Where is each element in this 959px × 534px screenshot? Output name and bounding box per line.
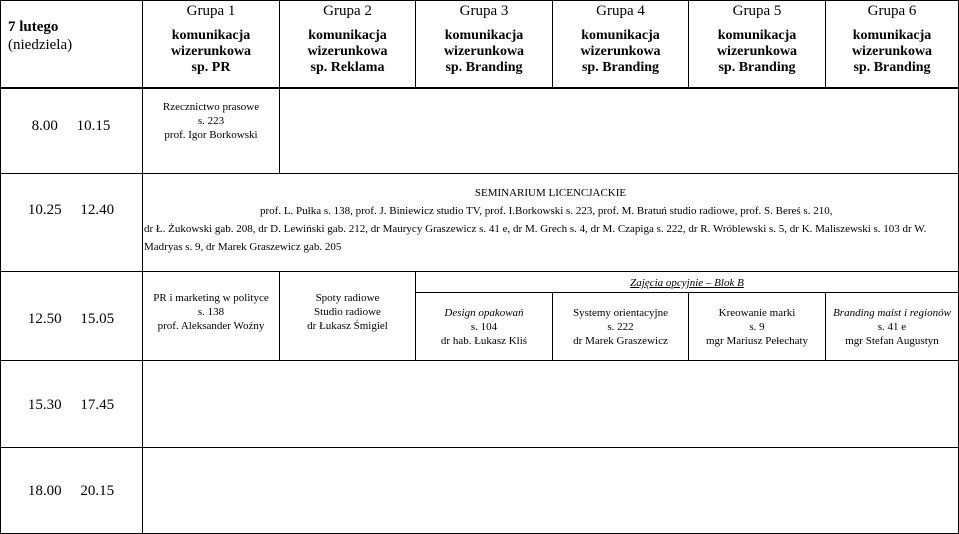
class-cell [689, 306, 825, 348]
col-line [0, 0, 1, 534]
group-name: Grupa 3 [459, 3, 509, 19]
time-slot: 8.00 10.15 [31, 118, 111, 134]
time-slot: 18.00 20.15 [27, 483, 115, 499]
class-title: Spoty radiowe [315, 292, 380, 304]
group-line: wizerunkowa [580, 44, 661, 59]
group-name: Grupa 2 [323, 3, 372, 19]
day-title: 7 lutego [8, 19, 59, 35]
row-line [0, 447, 959, 448]
group-name: Grupa 5 [732, 3, 782, 19]
class-cell [143, 100, 279, 142]
group-line: komunikacja [717, 28, 797, 43]
group-line: wizerunkowa [716, 44, 798, 59]
col-line [142, 0, 143, 534]
group-line: komunikacja [308, 28, 387, 43]
col-line [279, 88, 280, 173]
time-slot: 15.30 17.45 [27, 397, 115, 413]
group-line: sp. Branding [581, 60, 660, 75]
group-header-4 [553, 2, 688, 76]
group-name: Grupa 6 [867, 3, 917, 19]
class-cell [280, 291, 415, 333]
class-room: s. 104 [470, 321, 498, 333]
row-line [0, 360, 959, 361]
group-header-1 [143, 2, 279, 76]
class-room: Studio radiowe [314, 306, 381, 318]
row-line [0, 271, 959, 272]
group-name: Grupa 1 [186, 3, 236, 19]
group-header-6 [826, 2, 958, 76]
optional-block-title: Zajęcia opcyjnie – Blok B [630, 277, 744, 289]
class-cell [553, 306, 688, 348]
group-line: wizerunkowa [307, 44, 388, 59]
seminar-line: prof. L. Pułka s. 138, prof. J. Biniewicz studio TV, prof. I.Borkowski s. 223, prof. M. Bratuń studio radiowe, prof. S. Bereś s. 210, [260, 205, 833, 217]
class-cell [143, 291, 279, 333]
seminar-line: dr Ł. Żukowski gab. 208, dr D. Lewiński gab. 212, dr Maurycy Graszewicz s. 41 e, dr M. Grech s. 4, dr M. Czapiga s. 222, dr R. Wróblewski s. 5, dr K. Maliszewski s. 103 dr W. [144, 223, 927, 235]
class-teacher: dr hab. Łukasz Kliś [440, 335, 528, 347]
group-line: sp. Branding [718, 60, 796, 75]
group-line: komunikacja [581, 28, 660, 43]
class-room: s. 41 e [877, 321, 907, 333]
class-title: Branding maist i regionów [833, 307, 951, 319]
group-line: sp. Branding [853, 60, 931, 75]
time-slot: 12.50 15.05 [27, 311, 115, 327]
row-line [0, 0, 959, 1]
row-line [0, 173, 959, 174]
class-teacher: mgr Mariusz Pełechaty [705, 335, 809, 347]
group-line: komunikacja [852, 28, 932, 43]
class-title: PR i marketing w polityce [153, 292, 269, 304]
day-subtitle: (niedziela) [8, 37, 73, 53]
row-line [0, 88, 959, 89]
group-line: wizerunkowa [443, 44, 525, 59]
day-header [8, 18, 72, 54]
class-teacher: mgr Stefan Augustyn [845, 335, 939, 347]
group-line: wizerunkowa [170, 44, 252, 59]
class-room: s. 223 [197, 115, 225, 127]
group-line: wizerunkowa [851, 44, 933, 59]
class-title: Kreowanie marki [718, 307, 796, 319]
group-line: sp. Reklama [310, 60, 385, 75]
class-cell [416, 306, 552, 348]
group-line: komunikacja [444, 28, 524, 43]
group-header-3 [416, 2, 552, 76]
group-header-2 [280, 2, 415, 76]
seminar-title: SEMINARIUM LICENCJACKIE [474, 187, 627, 199]
class-title: Systemy orientacyjne [572, 307, 668, 319]
class-teacher: dr Łukasz Śmigiel [307, 320, 388, 332]
group-name: Grupa 4 [596, 3, 645, 19]
row-line [415, 292, 959, 293]
class-teacher: dr Marek Graszewicz [573, 335, 668, 347]
group-line: sp. Branding [445, 60, 523, 75]
class-teacher: prof. Igor Borkowski [164, 129, 258, 141]
time-slot: 10.25 12.40 [27, 202, 115, 218]
class-room: s. 222 [607, 321, 634, 333]
group-line: sp. PR [191, 60, 231, 75]
class-title: Design opakowań [444, 307, 524, 319]
group-header-5 [689, 2, 825, 76]
class-room: s. 138 [197, 306, 225, 318]
group-line: komunikacja [171, 28, 251, 43]
class-room: s. 9 [749, 321, 765, 333]
class-teacher: prof. Aleksander Woźny [157, 320, 265, 332]
class-title: Rzecznictwo prasowe [162, 101, 260, 113]
class-cell [826, 306, 958, 348]
seminar-line: Madryas s. 9, dr Marek Graszewicz gab. 205 [144, 241, 342, 253]
